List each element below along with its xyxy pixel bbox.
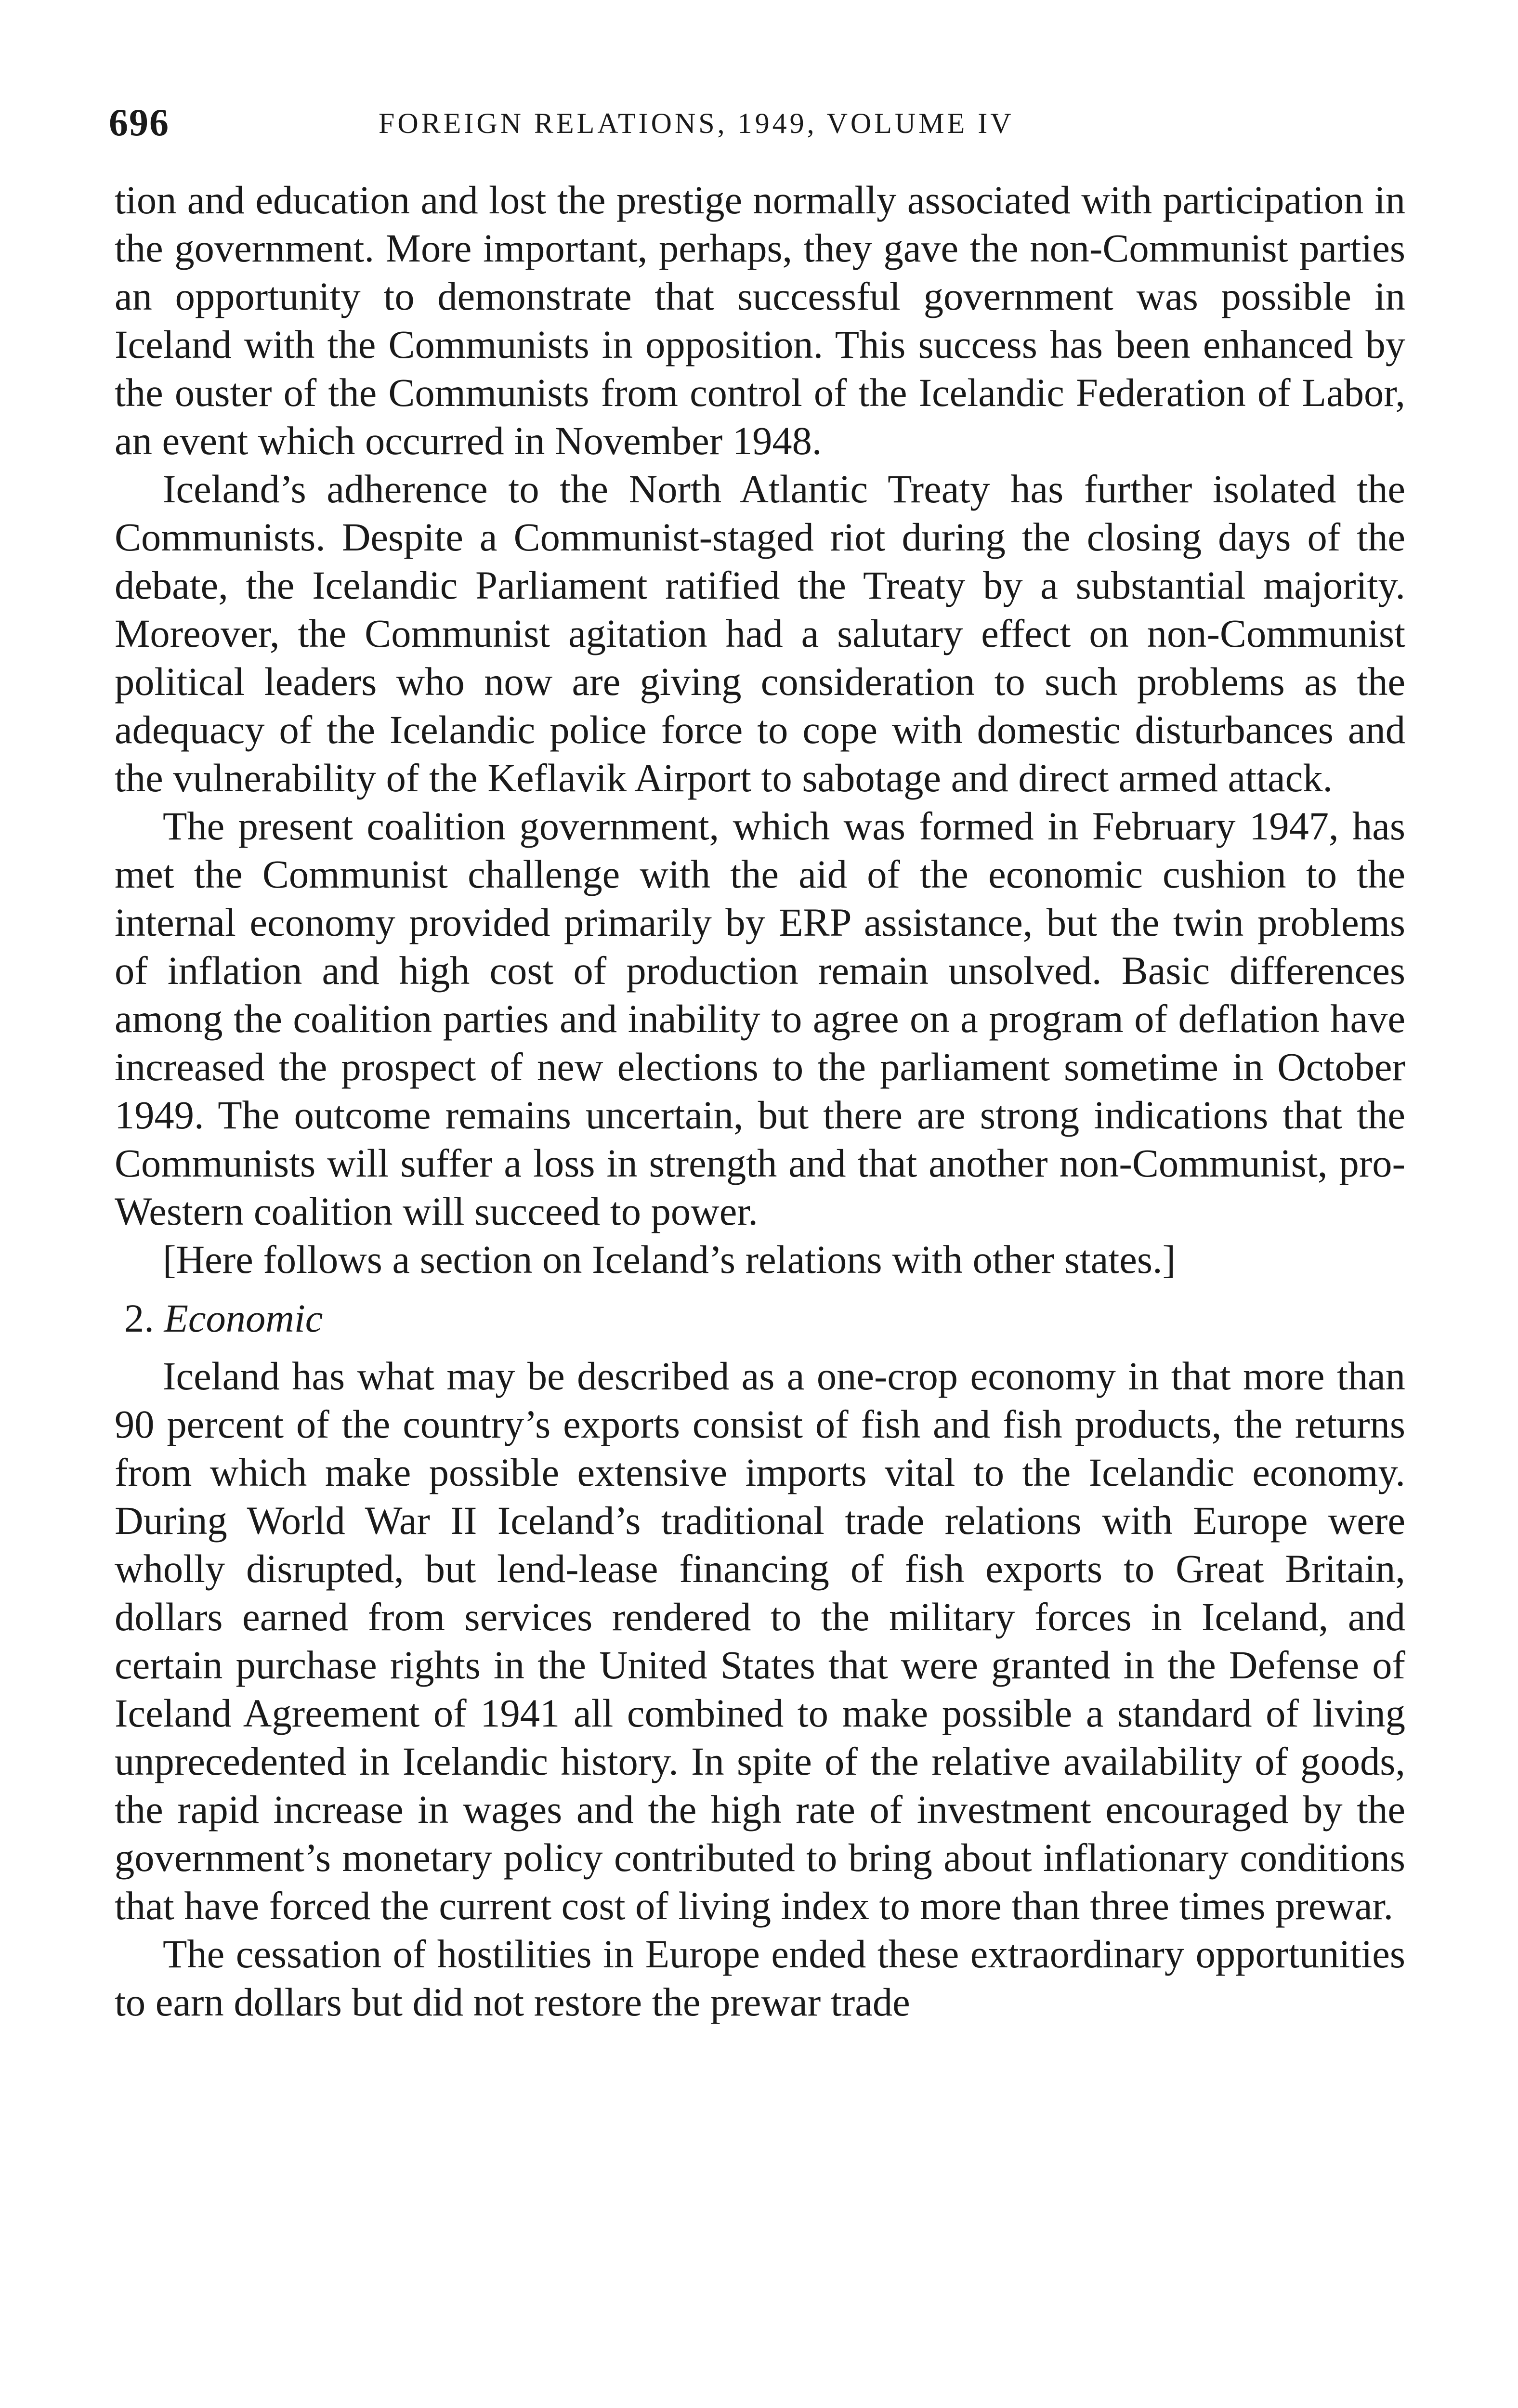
paragraph: The present coalition government, which was formed in February 1947, has met the Communist challenge with the aid of the economic cushion to the internal economy provided primarily by ERP assistance, but the twin problems of inflation and high cost of production remain unsolved. Basic differences among the coalition parties and inability to agree on a program of deflation have increased the prospect of new elections to the parliament sometime in October 1949. The outcome remains uncertain, but there are strong indications that the Communists will suffer a loss in strength and that another non-Communist, pro-Western coalition will succeed to power. [115,804,1405,1233]
section-heading [124,1294,1405,1342]
paragraph: The cessation of hostilities in Europe ended these extraordinary opportunities to earn dollars but did not restore the prewar trade [115,1932,1405,2024]
running-head: FOREIGN RELATIONS, 1949, VOLUME IV [379,107,1014,139]
section-number: 2. [124,1296,154,1340]
section-title: Economic [164,1296,323,1340]
paragraph: Iceland has what may be described as a one-crop economy in that more than 90 percent of the country’s exports consist of fish and fish products, the returns from which make possible extensive imports vital to the Icelandic economy. During World War II Iceland’s traditional trade relations with Europe were wholly disrupted, but lend-lease financing of fish exports to Great Britain, dollars earned from services rendered to the military forces in Iceland, and certain purchase rights in the United States that were granted in the Defense of Iceland Agreement of 1941 all combined to make possible a standard of living unprecedented in Icelandic history. In spite of the relative availability of goods, the rapid increase in wages and the high rate of investment encouraged by the government’s monetary policy contributed to bring about inflationary conditions that have forced the current cost of living index to more than three times prewar. [115,1354,1405,1928]
editorial-note: [Here follows a section on Iceland’s relations with other states.] [163,1237,1176,1282]
body-text [115,176,1405,2026]
paragraph: tion and education and lost the prestige normally associated with participation in the government. More important, perhaps, they gave the non-Communist parties an opportunity to demonstrate that successful government was possible in Iceland with the Communists in opposition. This success has been enhanced by the ouster of the Communists from control of the Icelandic Federation of Labor, an event which occurred in November 1948. [115,178,1405,463]
paragraph: Iceland’s adherence to the North Atlantic Treaty has further isolated the Communists. Despite a Communist-staged riot during the closing days of the debate, the Icelandic Parliament ratified the Treaty by a substantial majority. Moreover, the Communist agitation had a salutary effect on non-Communist political leaders who now are giving consideration to such problems as the adequacy of the Icelandic police force to cope with domestic disturbances and the vulnerability of the Keflavik Airport to sabotage and direct armed attack. [115,467,1405,800]
page-number: 696 [109,102,170,144]
page-header [109,101,1409,154]
